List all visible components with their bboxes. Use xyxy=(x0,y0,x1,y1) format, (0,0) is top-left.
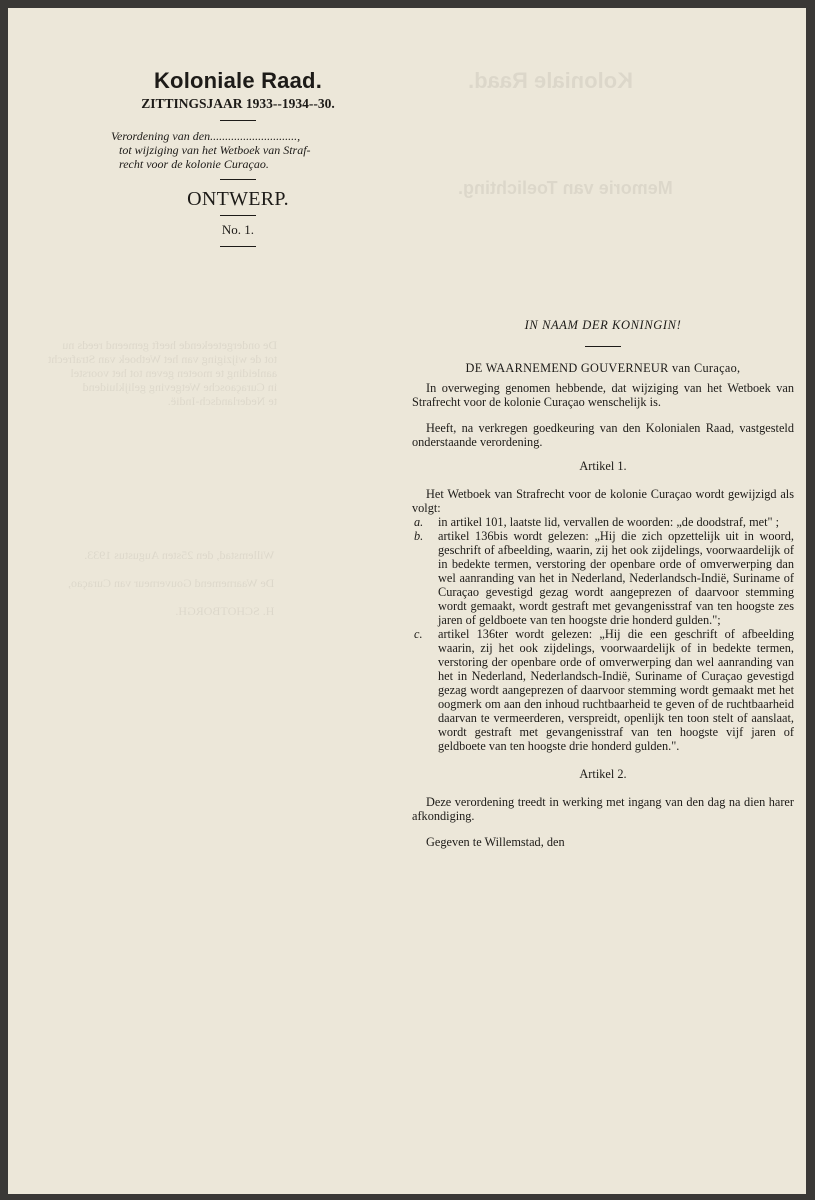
ordinance-description xyxy=(103,129,373,171)
bleed-through-decoration: Memorie van Toelichting. xyxy=(458,178,673,198)
document-number: No. 1. xyxy=(221,222,255,237)
item-label: a. xyxy=(414,515,424,529)
session-year: ZITTINGSJAAR 1933--1934--30. xyxy=(141,96,335,111)
divider xyxy=(220,179,256,180)
enactment-clause: Heeft, na verkregen goedkeuring van den Kolonialen Raad, vastgesteld onderstaande verordening. xyxy=(412,421,794,449)
item-text: artikel 136ter wordt gelezen: „Hij die een geschrift of afbeelding waarin, zij het ook zijdelings, voorwaardelijk of in bedekte termen, verstoring der openbare orde of omverwerping dan wel aanranding van het in Nederland, Nederlandsch-Indië, Suriname of Curaçao gevestigd gezag wordt aangeprezen of daarvoor stemming wordt gemaakt met het oogmerk om aan den inhoud ruchtbaarheid te geven of de ruchtbaarheid daarvan te vermeerderen, verspreidt, openlijk ten toon stelt of aanslaat, wordt gestraft met gevangenisstraf van ten hoogste vijf jaren of geldboete van ten hoogste drie honderd gulden.". xyxy=(438,627,794,753)
list-item xyxy=(412,627,794,753)
description-line: recht voor de kolonie Curaçao. xyxy=(119,157,269,171)
divider xyxy=(220,246,256,247)
ordinance-text xyxy=(412,318,794,849)
list-item xyxy=(412,515,794,529)
issuer: DE WAARNEMEND GOUVERNEUR van Curaçao, xyxy=(465,361,741,375)
council-title: Koloniale Raad. xyxy=(153,68,323,93)
item-text: artikel 136bis wordt gelezen: „Hij die zich opzettelijk uit in woord, geschrift of afbeelding, waarin, zij het ook zijdelings, voorwaardelijk of in bedekte termen, verstoring der openbare orde of omverwerping dan wel aanranding van het in Nederland, Nederlandsch-Indië, Suriname of Curaçao gevestigd gezag wordt aangeprezen of daarvoor stemming wordt gemaakt, wordt gestraft met gevangenisstraf van ten hoogste zes jaren of geldboete van ten hoogste drie honderd gulden."; xyxy=(438,529,794,627)
article-1-heading: Artikel 1. xyxy=(579,459,627,473)
description-line: tot wijziging van het Wetboek van Straf- xyxy=(119,143,311,157)
article-2-text: Deze verordening treedt in werking met ingang van den dag na dien harer afkondiging. xyxy=(412,795,794,823)
article-1-intro: Het Wetboek van Strafrecht voor de kolonie Curaçao wordt gewijzigd als volgt: xyxy=(412,487,794,515)
divider xyxy=(220,215,256,216)
document-type: ONTWERP. xyxy=(187,188,289,210)
list-item xyxy=(412,529,794,627)
description-line: Verordening van den............................., xyxy=(111,129,301,143)
bleed-through-decoration: De ondergeteekende heeft gemeend reeds nu tot de wijziging van het Wetboek van Strafrecht aanleiding te moeten geven tot het voorstel in Curaçaosche Wetgeving gelijkluidend te Nederlandsch-Indië. xyxy=(48,338,278,408)
invocation: IN NAAM DER KONINGIN! xyxy=(524,318,682,332)
item-label: b. xyxy=(414,529,424,543)
bleed-through-decoration: Koloniale Raad. xyxy=(468,68,634,93)
document-page xyxy=(8,8,806,1194)
article-2-heading: Artikel 2. xyxy=(579,767,627,781)
bleed-through-decoration: Willemstad, den 25sten Augustus 1933. De Waarnemend Gouverneur van Curaçao, H. SCHOTBORGH. xyxy=(68,548,275,618)
item-label: c. xyxy=(414,627,423,641)
divider xyxy=(220,120,256,121)
document-header xyxy=(103,68,373,255)
divider xyxy=(585,346,621,347)
preamble: In overweging genomen hebbende, dat wijziging van het Wetboek van Strafrecht voor de kolonie Curaçao wenschelijk is. xyxy=(412,381,794,409)
article-1-items xyxy=(412,515,794,753)
item-text: in artikel 101, laatste lid, vervallen de woorden: „de doodstraf, met" ; xyxy=(438,515,780,529)
closing-line: Gegeven te Willemstad, den xyxy=(426,835,565,849)
